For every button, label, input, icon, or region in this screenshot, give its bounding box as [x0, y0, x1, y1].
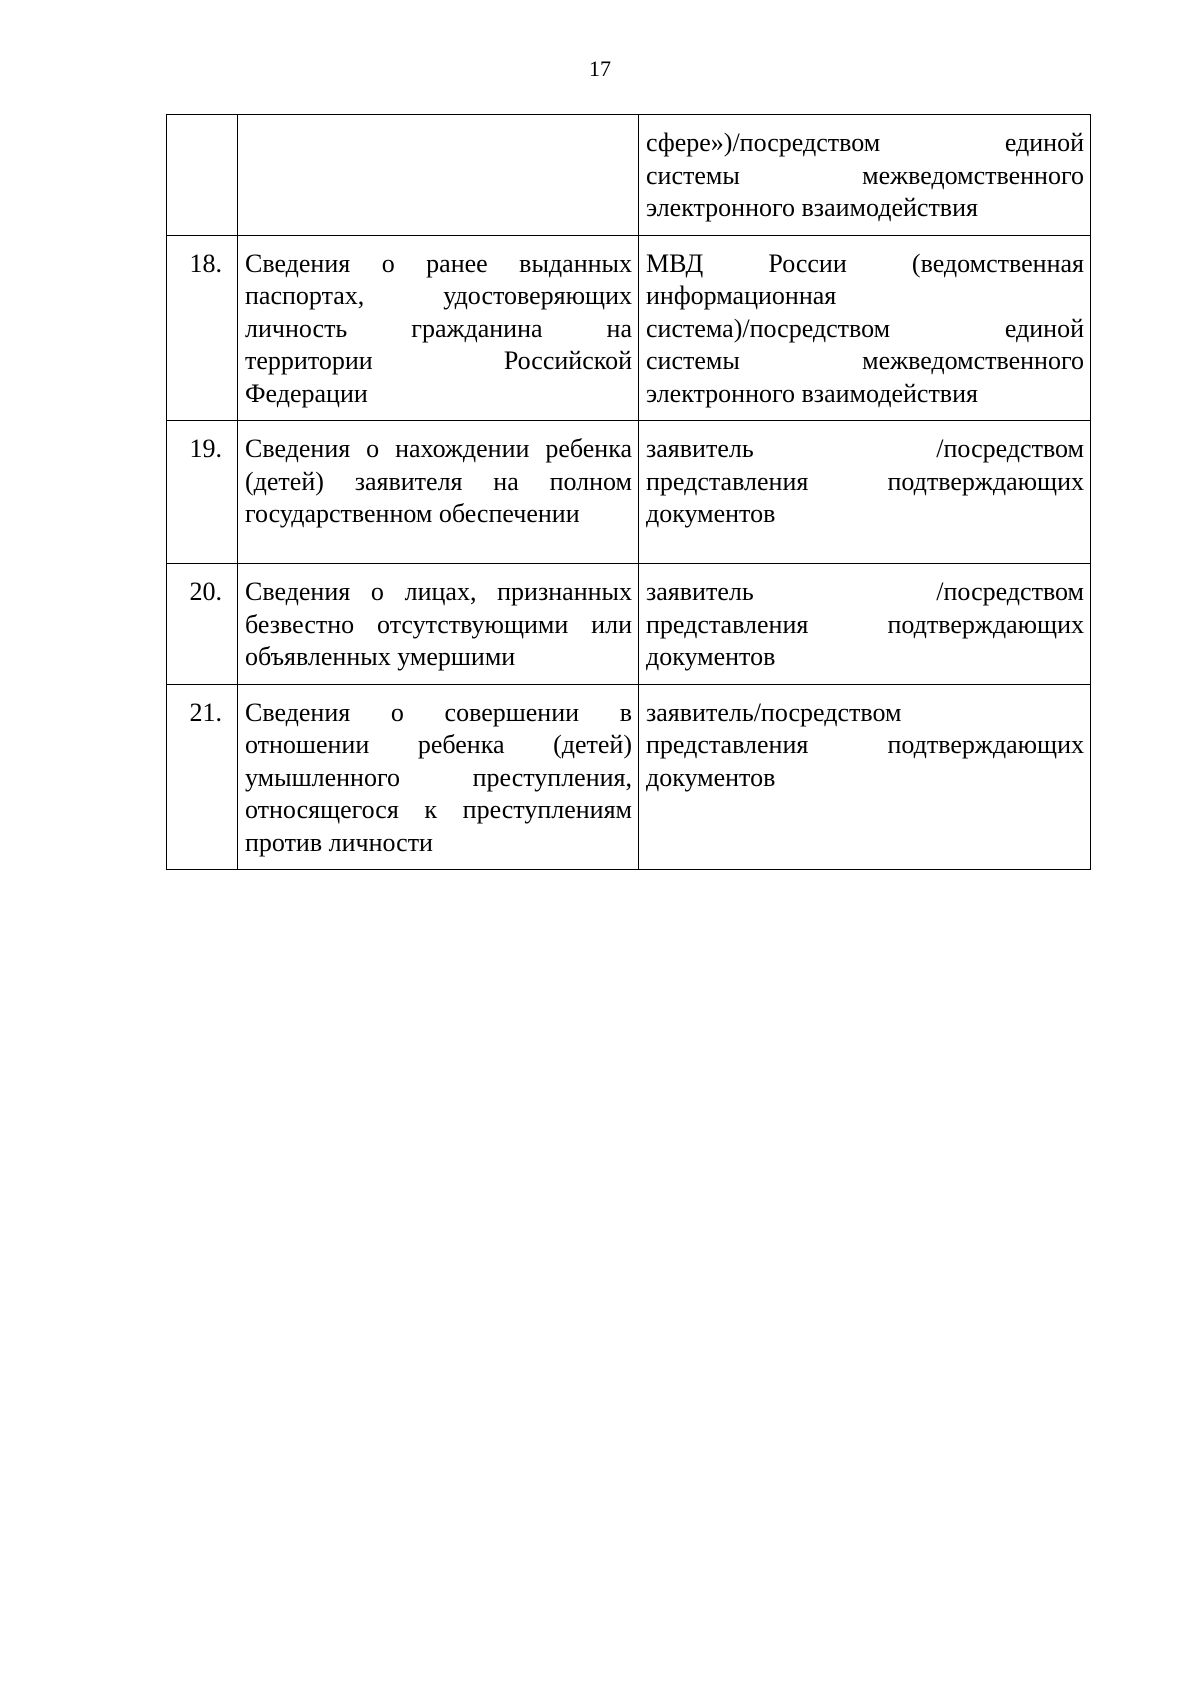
- source-line: документов: [646, 762, 776, 792]
- table-row-20: [167, 564, 1091, 685]
- source-line: система)/посредством единой: [646, 313, 1084, 343]
- row-number: [167, 115, 238, 236]
- row-number: 21.: [167, 684, 238, 870]
- row-description: [238, 115, 639, 236]
- table-row-19: [167, 421, 1091, 564]
- table-row-18: [167, 235, 1091, 421]
- row-description: Сведения о совершении в отношении ребенка (детей) умышленного преступления, относящегося к преступлениям против личности: [238, 684, 639, 870]
- data-sources-table: [166, 114, 1091, 870]
- source-line: представления подтверждающих: [646, 730, 1084, 759]
- row-description: Сведения о ранее выданных паспортах, удостоверяющих личность гражданина на территории Российской Федерации: [238, 235, 639, 421]
- source-line: МВД России (ведомственная: [646, 248, 1084, 278]
- row-number: 19.: [167, 421, 238, 564]
- table-row-21: [167, 684, 1091, 870]
- source-line: заявитель /посредством: [646, 434, 1084, 463]
- page-number: 17: [589, 56, 611, 81]
- row-description: Сведения о нахождении ребенка (детей) заявителя на полном государственном обеспечении: [238, 421, 639, 564]
- source-line: заявитель /посредством: [646, 577, 1084, 606]
- source-line: представления подтверждающих: [646, 609, 1084, 639]
- row-number: 20.: [167, 564, 238, 685]
- row-source: [639, 235, 1091, 421]
- table-row-continuation: [167, 115, 1091, 236]
- source-line: электронного взаимодействия: [646, 193, 978, 222]
- source-line: документов: [646, 499, 776, 528]
- source-line: документов: [646, 642, 776, 671]
- row-number: 18.: [167, 235, 238, 421]
- row-source: [639, 684, 1091, 870]
- source-line: сфере»)/посредством единой: [646, 128, 1084, 157]
- source-line: системы межведомственного: [646, 160, 1084, 190]
- row-source: [639, 564, 1091, 685]
- row-source: [639, 115, 1091, 236]
- source-line: системы межведомственного: [646, 346, 1084, 375]
- source-line: представления подтверждающих: [646, 466, 1084, 496]
- source-line: информационная: [646, 281, 837, 310]
- source-line: электронного взаимодействия: [646, 378, 978, 408]
- source-line: заявитель/посредством: [646, 697, 902, 727]
- row-description: Сведения о лицах, признанных безвестно отсутствующими или объявленных умершими: [238, 564, 639, 685]
- row-source: [639, 421, 1091, 564]
